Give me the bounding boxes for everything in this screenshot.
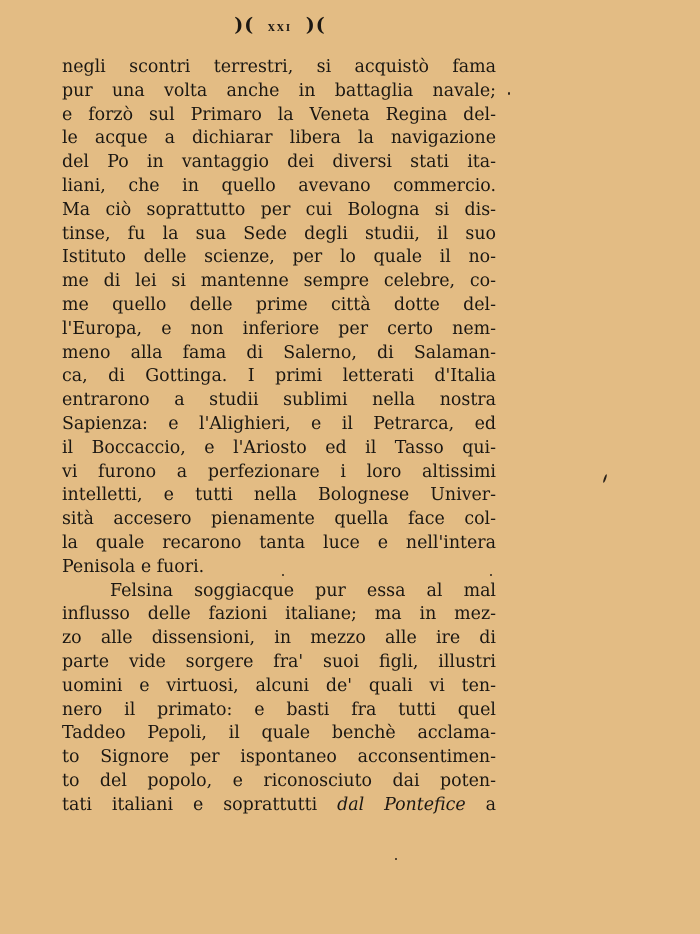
text-line: liani, che in quello avevano commercio. — [62, 175, 496, 196]
print-speck — [490, 574, 492, 576]
text-line: tati italiani e soprattutti dal Pontefice a — [62, 794, 496, 815]
text-line: negli scontri terrestri, si acquistò fama — [62, 57, 496, 77]
line-tail: a — [465, 794, 496, 815]
text-line: to Signore per ispontaneo acconsentimen- — [62, 747, 496, 768]
header-right-mark: )( — [305, 14, 326, 36]
text-line: del Po in vantaggio dei diversi stati ita- — [62, 152, 496, 173]
text-line: parte vide sorgere fra' suoi figli, illustri — [62, 651, 496, 672]
text-line: sità accesero pienamente quella face col- — [62, 509, 496, 530]
text-line: l'Europa, e non inferiore per certo nem- — [62, 318, 496, 339]
text-line: tinse, fu la sua Sede degli studii, il suo — [62, 223, 496, 244]
text-line: ca, di Gottinga. I primi letterati d'Italia — [62, 366, 496, 387]
text-line: influsso delle fazioni italiane; ma in mez- — [62, 604, 496, 625]
text-line: Sapienza: e l'Alighieri, e il Petrarca, ed — [62, 413, 496, 434]
text-line: vi furono a perfezionare i loro altissimi — [62, 461, 496, 482]
print-speck — [282, 574, 284, 576]
print-speck — [395, 858, 397, 860]
text-line: Taddeo Pepoli, il quale benchè acclama- — [62, 723, 496, 744]
text-line: Ma ciò soprattutto per cui Bologna si dis- — [62, 199, 496, 220]
text-line: intelletti, e tutti nella Bolognese Univer- — [62, 485, 496, 506]
text-line: Penisola e fuori. — [62, 556, 205, 577]
page-number: xxi — [267, 20, 293, 35]
text-line: meno alla fama di Salerno, di Salaman- — [62, 342, 496, 363]
text-line: zo alle dissensioni, in mezzo alle ire di — [62, 628, 496, 649]
text-line: pur una volta anche in battaglia navale; — [62, 80, 496, 101]
text-line: Felsina soggiacque pur essa al mal — [110, 580, 496, 601]
text-line: to del popolo, e riconosciuto dai poten- — [62, 770, 496, 791]
text-line: le acque a dichiarar libera la navigazione — [62, 128, 496, 149]
text-line: la quale recarono tanta luce e nell'intera — [62, 532, 496, 553]
text-line: nero il primato: e basti fra tutti quel — [62, 699, 496, 720]
text-line: il Boccaccio, e l'Ariosto ed il Tasso qui- — [62, 437, 496, 458]
text-line: me di lei si mantenne sempre celebre, co- — [62, 271, 496, 292]
italic-phrase: dal Pontefice — [337, 794, 466, 815]
text-line: me quello delle prime città dotte del- — [62, 294, 496, 315]
text-line: Istituto delle scienze, per lo quale il no- — [62, 247, 496, 268]
text-line: uomini e virtuosi, alcuni de' quali vi ten- — [62, 675, 496, 696]
print-speck — [603, 474, 608, 483]
text-line: entrarono a studii sublimi nella nostra — [62, 390, 496, 411]
text-line: e forzò sul Primaro la Veneta Regina del- — [62, 104, 496, 125]
body-text — [62, 56, 496, 818]
running-head — [0, 14, 560, 36]
header-left-mark: )( — [234, 14, 255, 36]
print-speck — [508, 92, 510, 95]
